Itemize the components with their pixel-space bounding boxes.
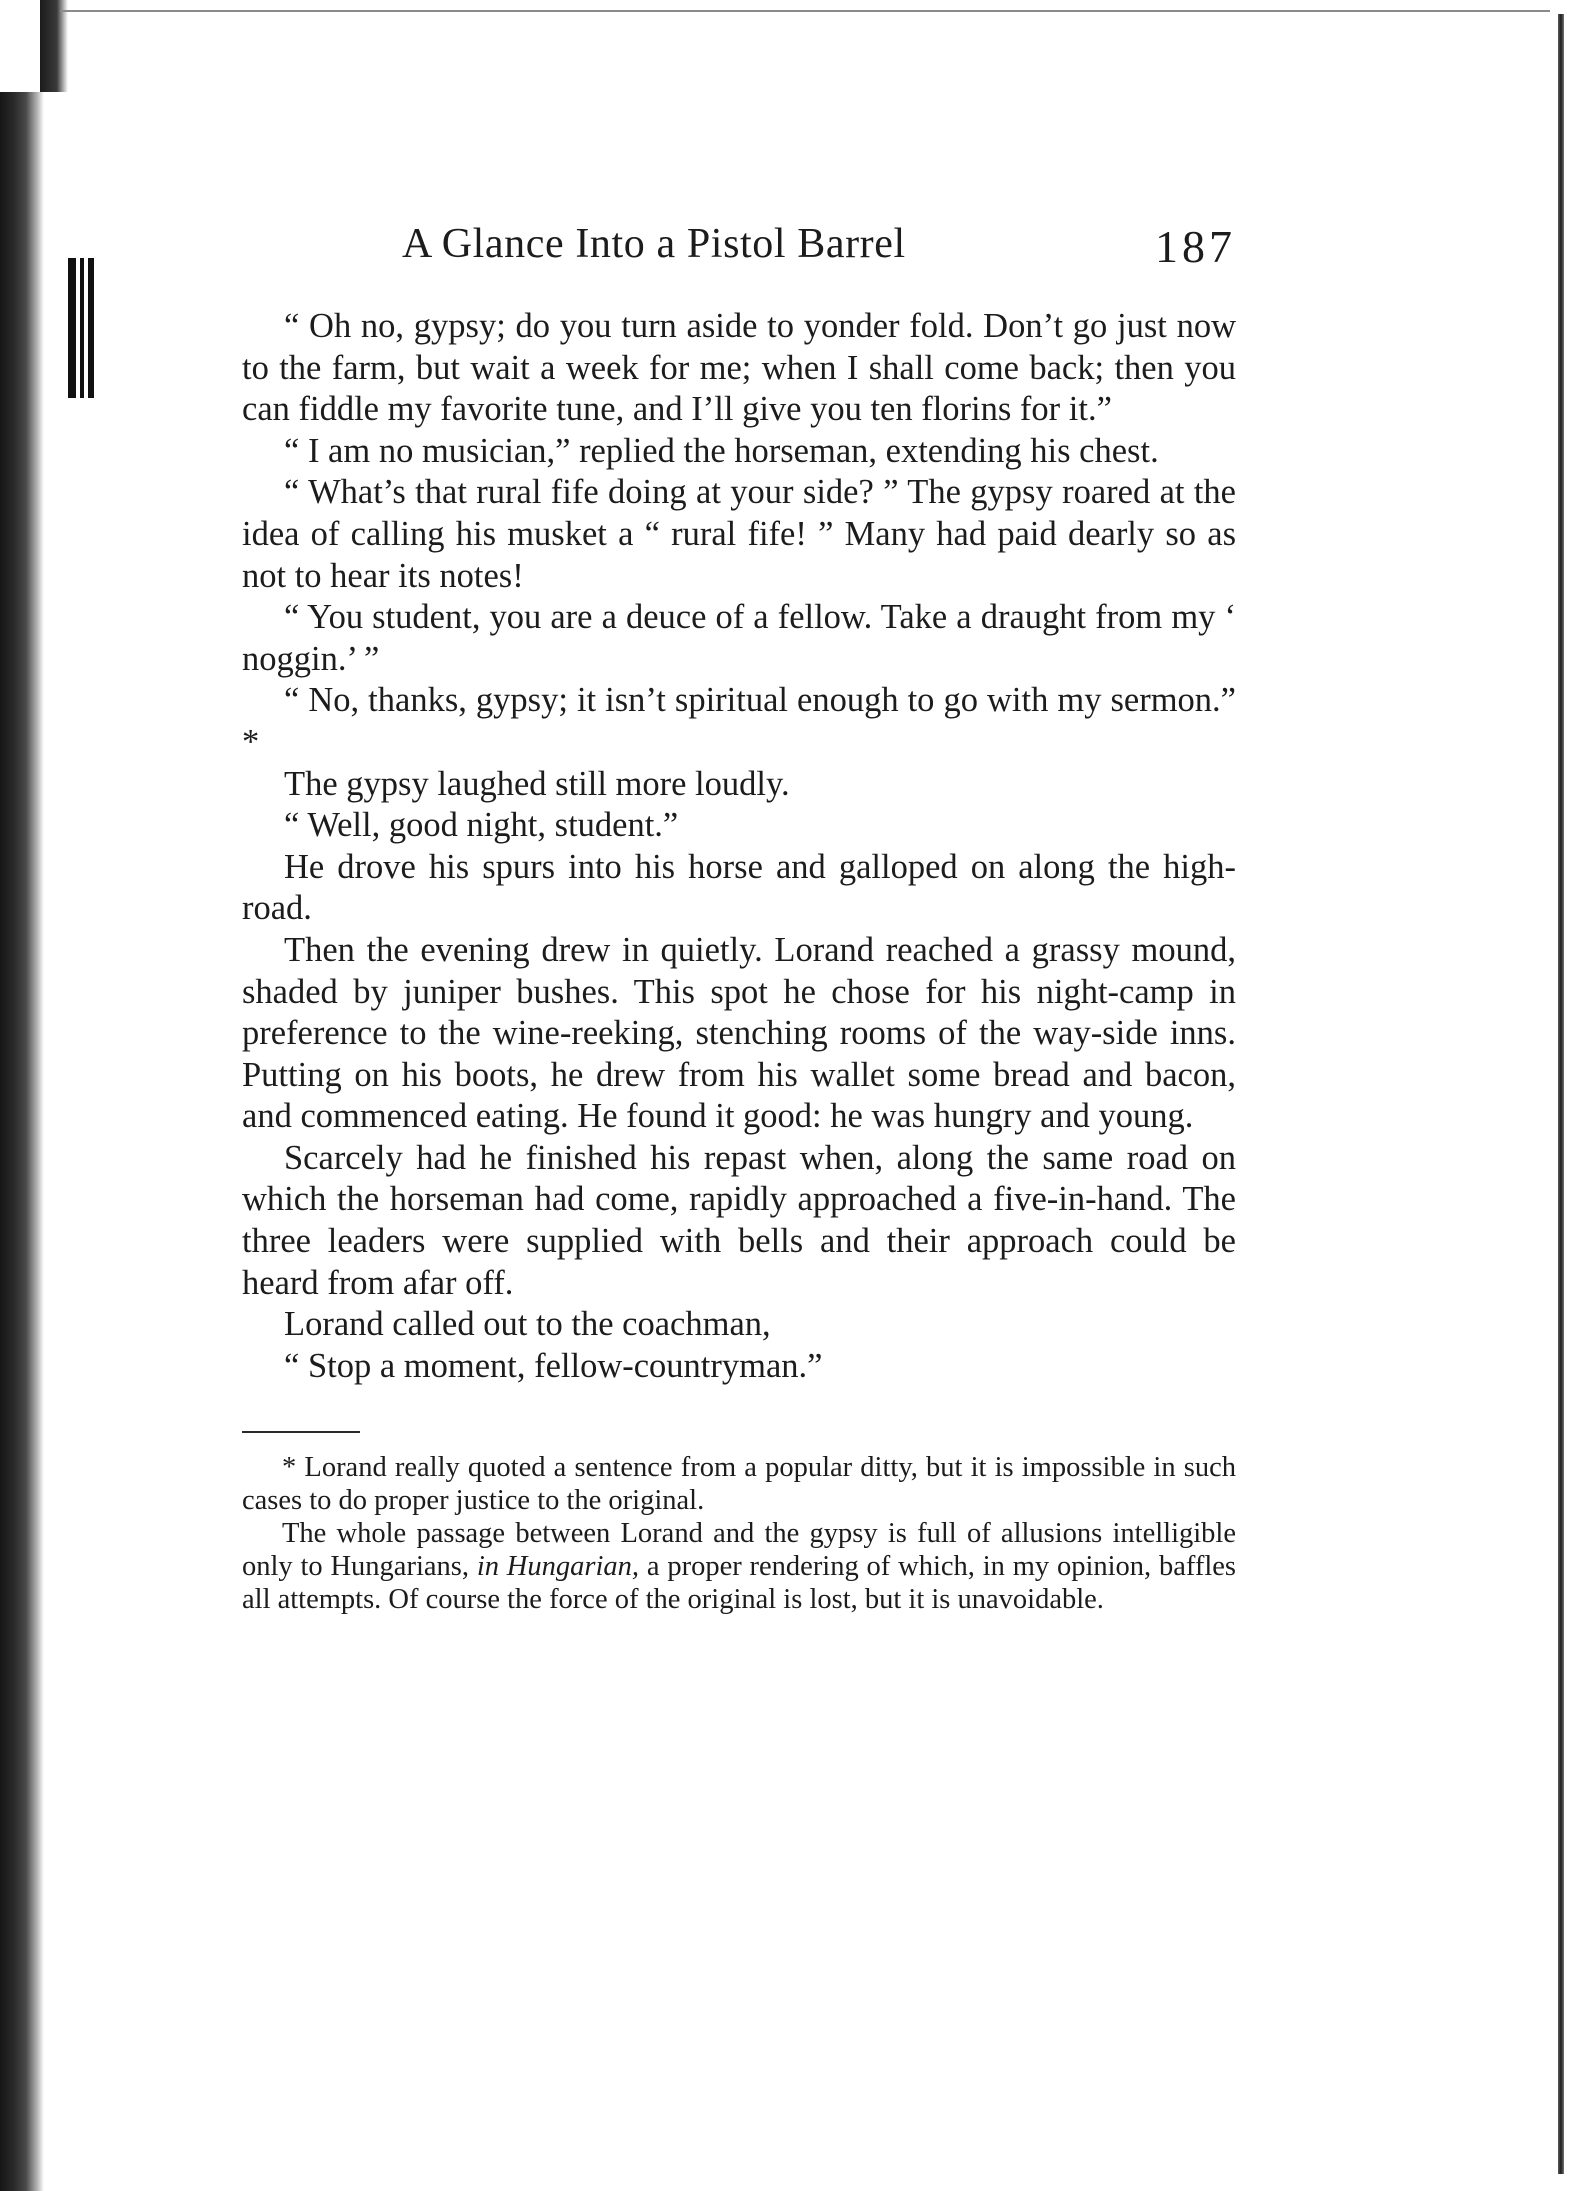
scan-notch-bar <box>40 0 68 92</box>
scan-mark <box>80 258 84 398</box>
scan-mark <box>88 258 94 398</box>
scan-edge-right <box>1558 14 1564 2174</box>
paragraph: “ I am no musician,” replied the horseman, extending his chest. <box>284 431 1159 470</box>
paragraph: “ Stop a moment, fellow-countryman.” <box>284 1346 823 1385</box>
paragraph: He drove his spurs into his horse and galloped on along the high-road. <box>242 847 1236 928</box>
footnote <box>242 1517 1236 1616</box>
running-head-title: A Glance Into a Pistol Barrel <box>402 221 906 267</box>
paragraph: “ No, thanks, gypsy; it isn’t spiritual enough to go with my sermon.” * <box>242 681 1236 761</box>
scan-mark <box>68 258 76 398</box>
paragraph: The gypsy laughed still more loudly. <box>284 764 790 803</box>
page-number: 187 <box>1155 221 1236 272</box>
book-page <box>242 220 1236 1616</box>
footnote: * Lorand really quoted a sentence from a popular ditty, but it is impossible in such cases to do proper justice to the original. <box>242 1452 1236 1517</box>
footnotes <box>242 1451 1236 1616</box>
body-text <box>242 306 1236 1387</box>
footnote-text: The whole passage between Lorand and the gypsy is full of allusions intelligible only to Hungarians, <box>242 1518 1236 1583</box>
paragraph: Scarcely had he finished his repast when, along the same road on which the horseman had come, rapidly approached a five-in-hand. The three leaders were supplied with bells and their approach could be heard from afar off. <box>242 1138 1236 1302</box>
paragraph: Then the evening drew in quietly. Lorand reached a grassy mound, shaded by juniper bushes. This spot he chose for his night-camp in preference to the wine-reeking, stenching rooms of the way-side inns. Putting on his boots, he drew from his wallet some bread and bacon, and commenced eating. He found it good: he was hungry and young. <box>242 930 1236 1136</box>
footnote-rule <box>242 1431 360 1433</box>
paragraph: “ Oh no, gypsy; do you turn aside to yonder fold. Don’t go just now to the farm, but wait a week for me; when I shall come back; then you can fiddle my favorite tune, and I’ll give you ten florins for it.” <box>242 307 1236 429</box>
footnote-text: a proper rendering of which, in my opinion, baffles all attempts. Of course the force of the original is lost, but it is unavoidable. <box>242 1551 1236 1616</box>
paragraph: “ What’s that rural fife doing at your side? ” The gypsy roared at the idea of calling his musket a “ rural fife! ” Many had paid dearly so as not to hear its notes! <box>242 473 1236 595</box>
paragraph: Lorand called out to the coachman, <box>284 1305 771 1344</box>
running-head <box>242 220 1236 286</box>
scan-top-line <box>60 10 1550 12</box>
scan-edge-left <box>0 0 44 2191</box>
paragraph: “ Well, good night, student.” <box>284 806 679 845</box>
footnote-italic-text: in Hungarian, <box>476 1551 640 1583</box>
paragraph: “ You student, you are a deuce of a fellow. Take a draught from my ‘ noggin.’ ” <box>242 598 1236 678</box>
scan-margin-marks <box>68 258 98 398</box>
